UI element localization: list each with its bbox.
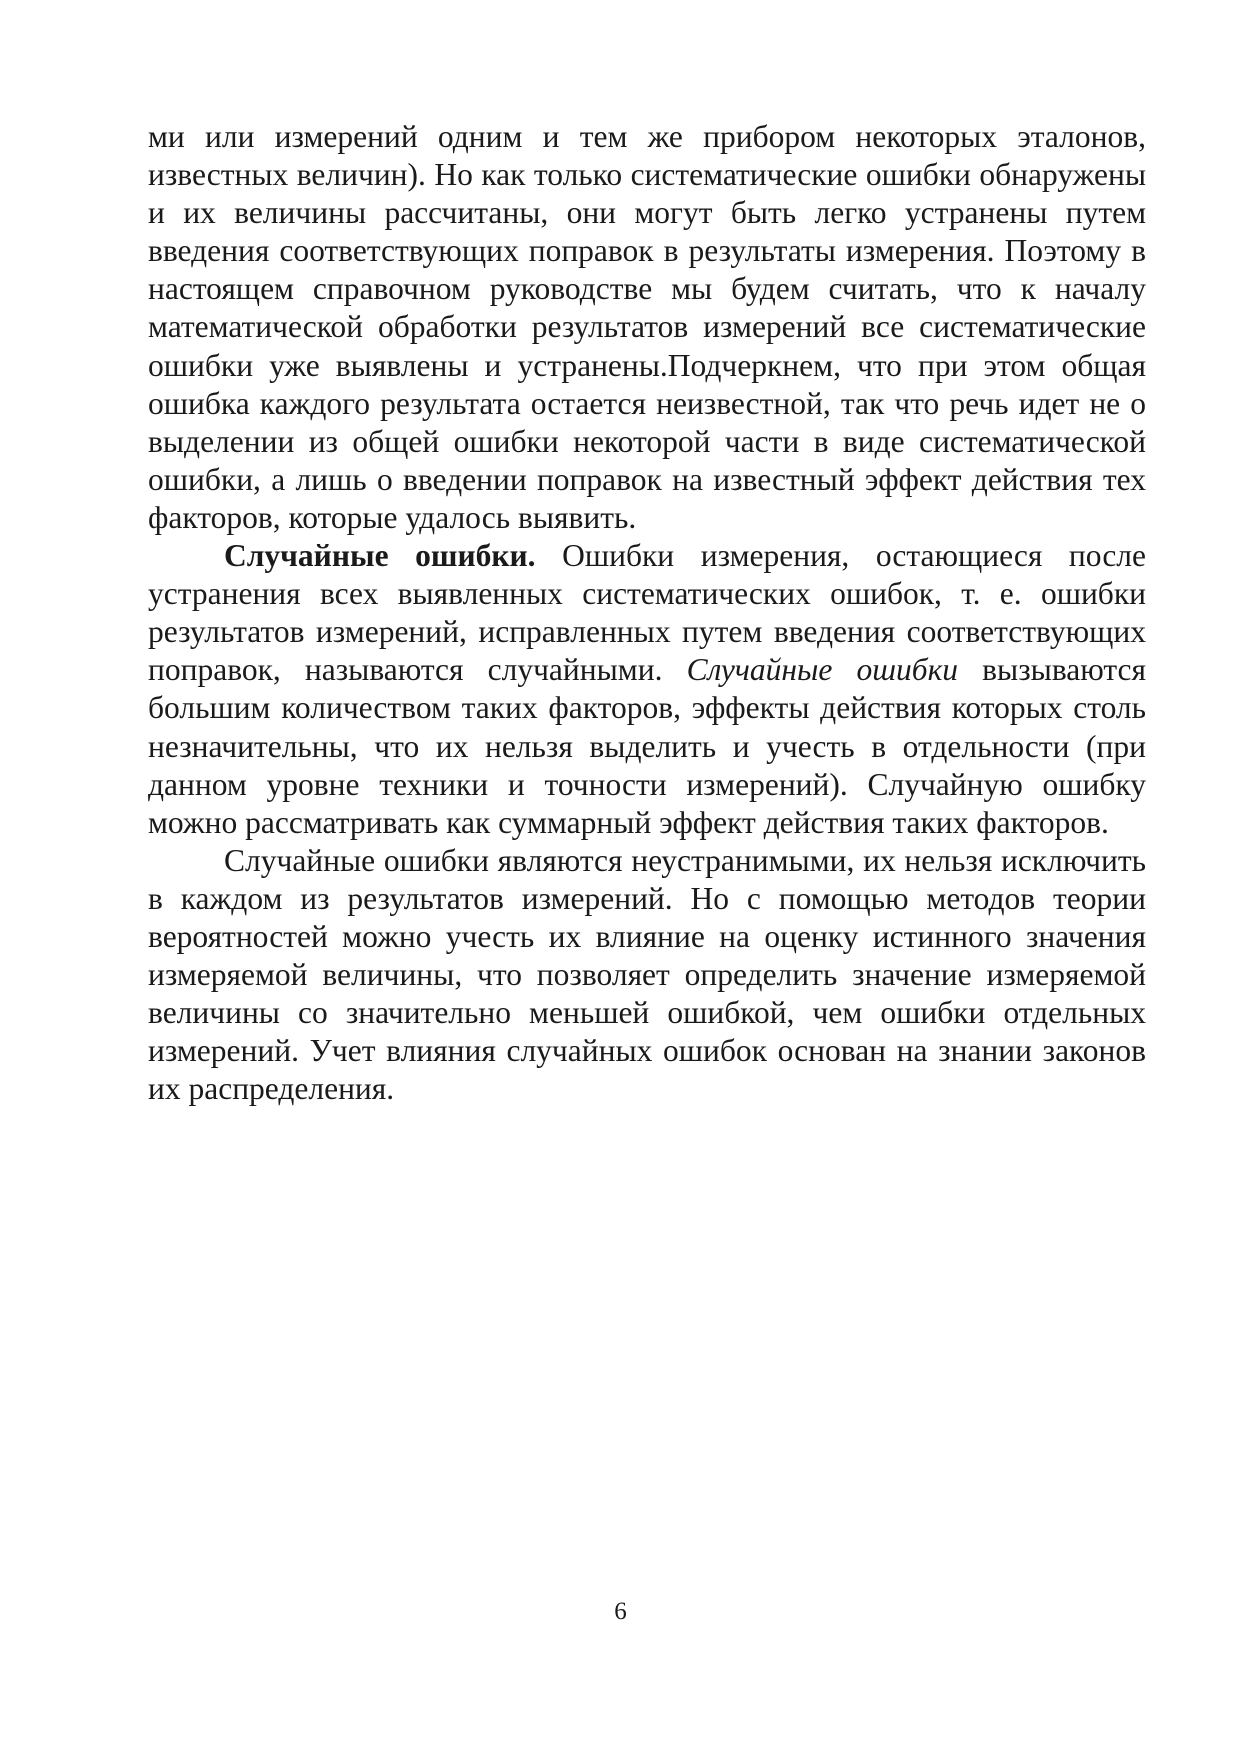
body-text	[148, 118, 1146, 1108]
paragraph-continuation: ми или измерений одним и тем же прибором некоторых эталонов, известных величин). Но как только систематические ошибки обнаружены и их величины рассчитаны, они могут быть легко устранены путем введения соответствующих поправок в результаты измерения. Поэтому в настоящем справочном руководстве мы будем считать, что к началу математической обработки результатов измерений все систематические ошибки уже выявлены и устранены.Подчеркнем, что при этом общая ошибка каждого результата остается неизвестной, так что речь идет не о выделении из общей ошибки некоторой части в виде систематической ошибки, а лишь о введении поправок на известный эффект действия тех факторов, которые удалось выявить.	[148, 119, 1146, 535]
paragraph-heading: Случайные ошибки.	[224, 538, 536, 574]
paragraph-text-b: вызываются большим количеством таких факторов, эффекты действия которых столь незначительны, что их нельзя выделить и учесть в отдельности (при данном уровне техники и точности измерений). Случайную ошибку можно рассматривать как суммарный эффект действия таких факторов.	[148, 652, 1146, 840]
paragraph-text-a: Ошибки измерения, остающиеся после устранения всех выявленных систематических ошибок, т. е. ошибки результатов измерений, исправленных путем введения соответствующих поправок, называются случайными.	[148, 538, 1147, 688]
paragraph-random-errors	[148, 537, 1146, 842]
paragraph-unremovable-errors: Случайные ошибки являются неустранимыми, их нельзя исключить в каждом из результатов измерений. Но с помощью методов теории вероятностей можно учесть их влияние на оценку истинного значения измеряемой величины, что позволяет определить значение измеряемой величины со значительно меньшей ошибкой, чем ошибки отдельных измерений. Учет влияния случайных ошибок основан на знании законов их распределения.	[148, 842, 1146, 1107]
italic-term: Случайные ошибки	[686, 652, 959, 688]
page-number: 6	[614, 1598, 627, 1625]
